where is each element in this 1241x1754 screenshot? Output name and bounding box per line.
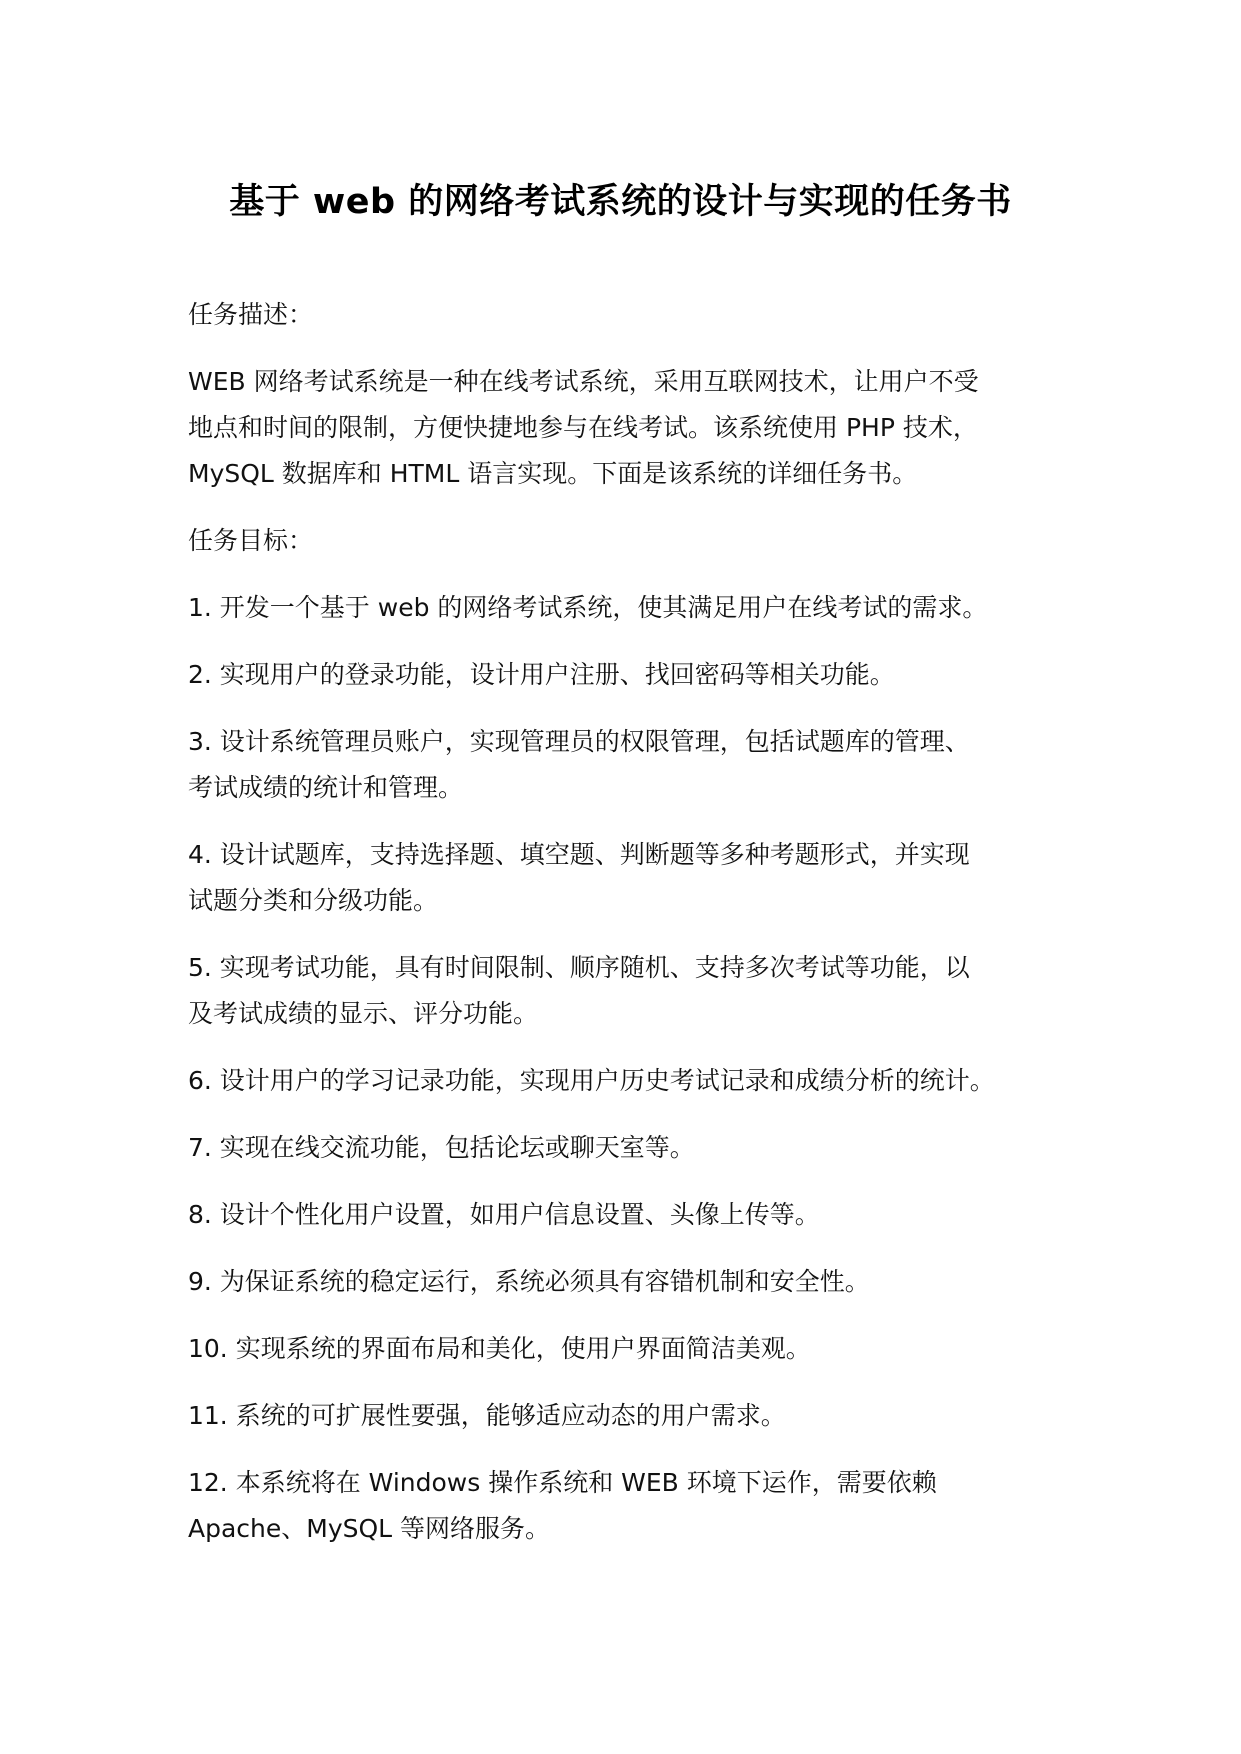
goal-item bbox=[188, 1326, 1088, 1372]
goal-item bbox=[188, 719, 1088, 811]
goal-line: 3. 设计系统管理员账户，实现管理员的权限管理，包括试题库的管理、 bbox=[188, 727, 970, 756]
goal-line: 1. 开发一个基于 web 的网络考试系统，使其满足用户在线考试的需求。 bbox=[188, 593, 988, 622]
goal-item bbox=[188, 1058, 1088, 1104]
document-title: 基于 web 的网络考试系统的设计与实现的任务书 bbox=[229, 182, 1012, 222]
goal-line: 6. 设计用户的学习记录功能，实现用户历史考试记录和成绩分析的统计。 bbox=[188, 1066, 995, 1095]
goal-line: 考试成绩的统计和管理。 bbox=[188, 773, 464, 802]
goal-item bbox=[188, 585, 1088, 631]
description-heading: 任务描述： bbox=[188, 300, 314, 329]
description-line: 地点和时间的限制，方便快捷地参与在线考试。该系统使用 PHP 技术， bbox=[188, 413, 978, 442]
goals-list bbox=[188, 585, 1088, 1552]
goal-line: Apache、MySQL 等网络服务。 bbox=[188, 1514, 551, 1543]
document-body bbox=[188, 292, 1088, 1573]
goal-item bbox=[188, 832, 1088, 924]
goal-line: 7. 实现在线交流功能，包括论坛或聊天室等。 bbox=[188, 1133, 695, 1162]
description-paragraph bbox=[188, 359, 1088, 497]
goal-item bbox=[188, 1393, 1088, 1439]
goal-item bbox=[188, 945, 1088, 1037]
goal-line: 9. 为保证系统的稳定运行，系统必须具有容错机制和安全性。 bbox=[188, 1267, 870, 1296]
goal-line: 2. 实现用户的登录功能，设计用户注册、找回密码等相关功能。 bbox=[188, 660, 895, 689]
goals-heading: 任务目标： bbox=[188, 526, 314, 555]
description-line: WEB 网络考试系统是一种在线考试系统，采用互联网技术，让用户不受 bbox=[188, 367, 979, 396]
goal-item bbox=[188, 652, 1088, 698]
goal-line: 试题分类和分级功能。 bbox=[188, 886, 439, 915]
goal-item bbox=[188, 1192, 1088, 1238]
goal-item bbox=[188, 1460, 1088, 1552]
goal-line: 12. 本系统将在 Windows 操作系统和 WEB 环境下运作，需要依赖 bbox=[188, 1468, 937, 1497]
goal-line: 4. 设计试题库，支持选择题、填空题、判断题等多种考题形式，并实现 bbox=[188, 840, 970, 869]
goal-line: 11. 系统的可扩展性要强，能够适应动态的用户需求。 bbox=[188, 1401, 786, 1430]
goal-item bbox=[188, 1259, 1088, 1305]
goal-line: 8. 设计个性化用户设置，如用户信息设置、头像上传等。 bbox=[188, 1200, 820, 1229]
goal-line: 及考试成绩的显示、评分功能。 bbox=[188, 999, 539, 1028]
goal-line: 10. 实现系统的界面布局和美化，使用户界面简洁美观。 bbox=[188, 1334, 811, 1363]
goal-line: 5. 实现考试功能，具有时间限制、顺序随机、支持多次考试等功能，以 bbox=[188, 953, 970, 982]
goal-item bbox=[188, 1125, 1088, 1171]
description-line: MySQL 数据库和 HTML 语言实现。下面是该系统的详细任务书。 bbox=[188, 459, 918, 488]
